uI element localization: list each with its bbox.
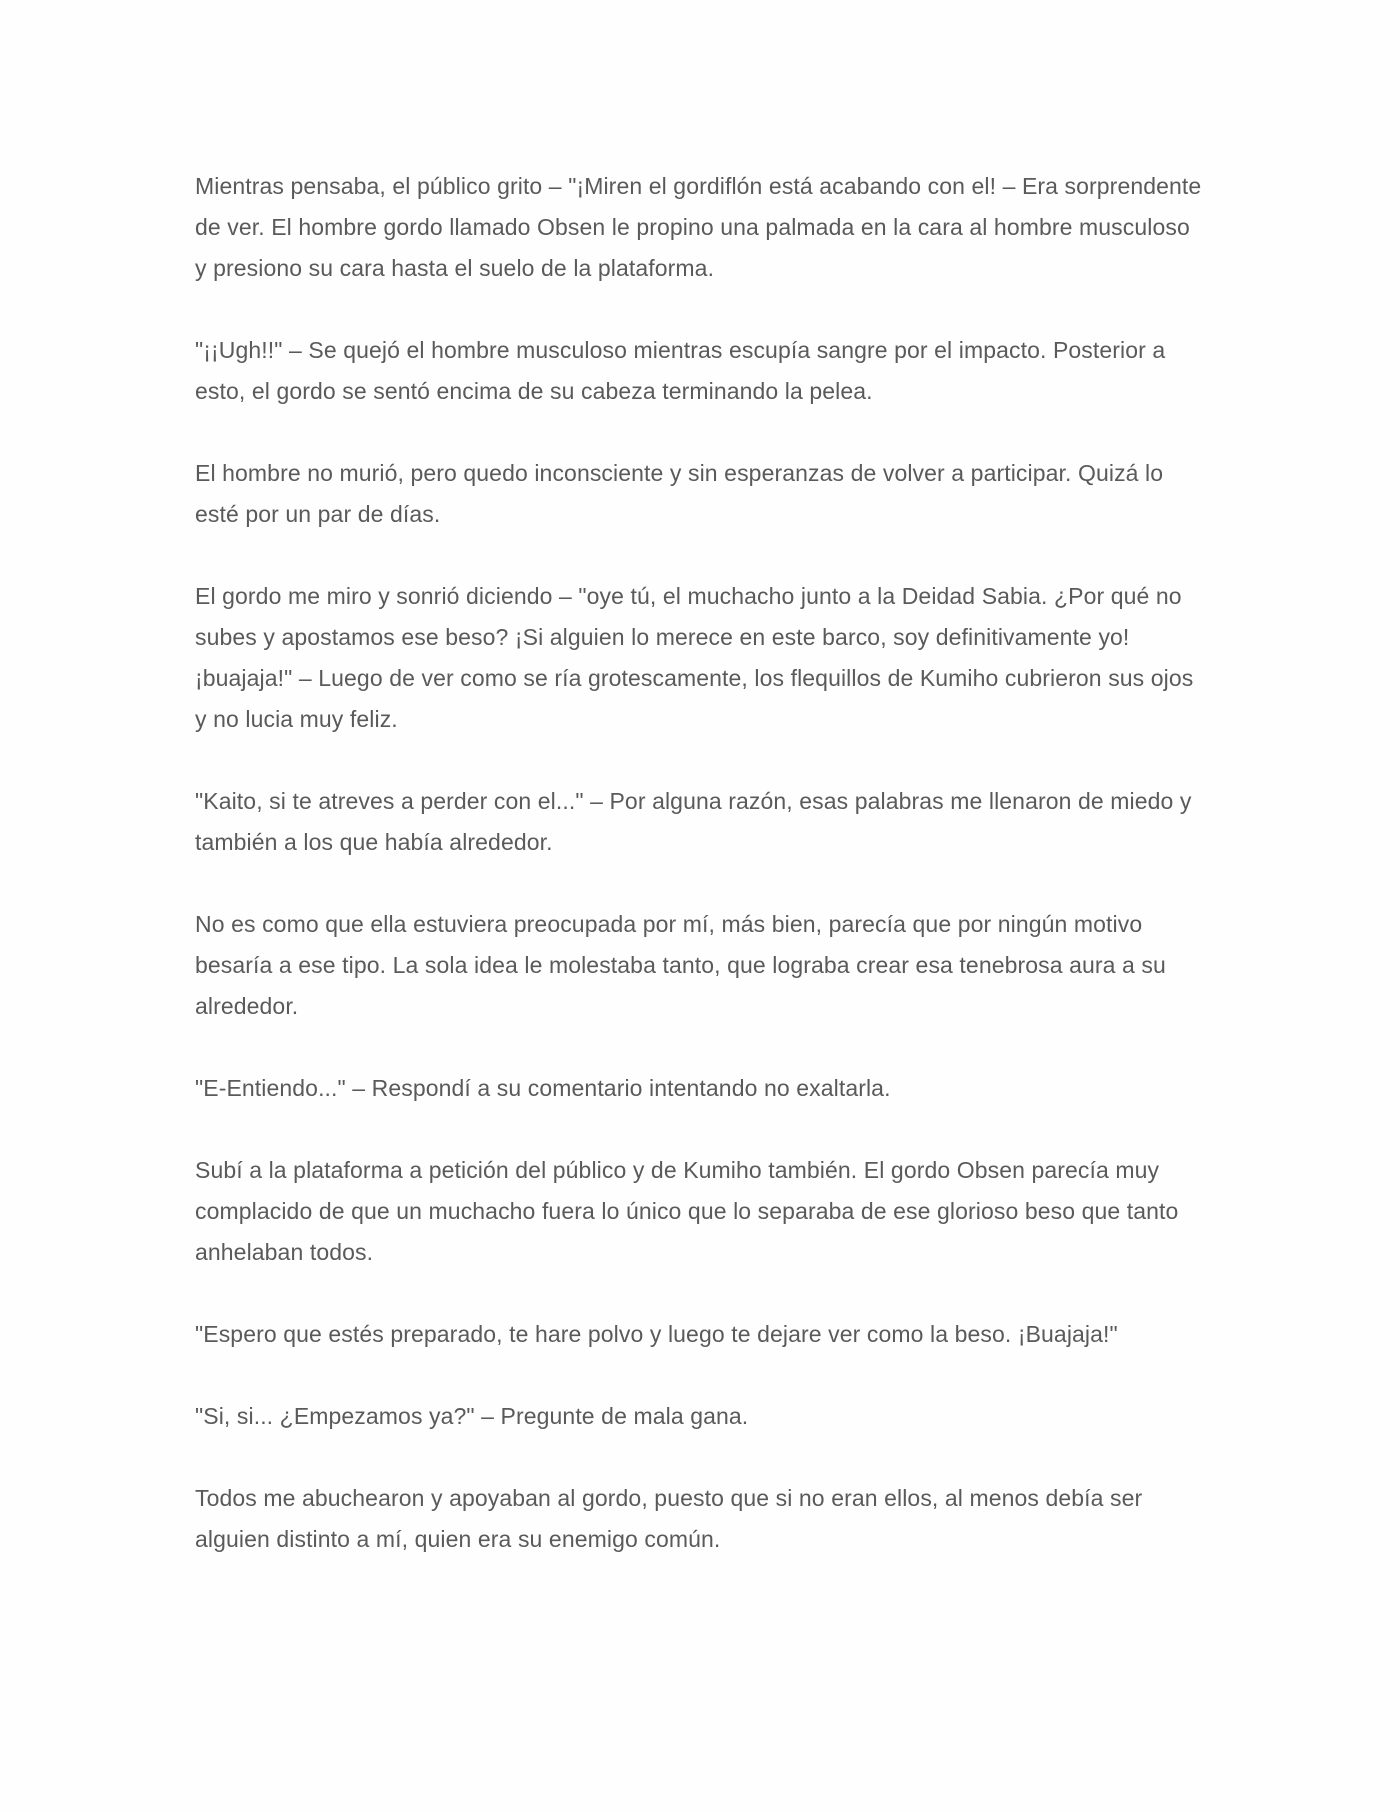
paragraph-1: Mientras pensaba, el público grito – "¡Miren el gordiflón está acabando con el! – Era sorprendente de ver. El hombre gordo llamado Obsen le propino una palmada en la cara al hombre musculoso y presiono su cara hasta el suelo de la plataforma. xyxy=(195,173,1202,281)
paragraph-8: Subí a la plataforma a petición del público y de Kumiho también. El gordo Obsen parecía muy complacido de que un muchacho fuera lo único que lo separaba de ese glorioso beso que tanto anhelaban todos. xyxy=(195,1157,1179,1265)
document-body xyxy=(195,166,1205,1601)
paragraph-10: "Si, si... ¿Empezamos ya?" – Pregunte de mala gana. xyxy=(195,1403,749,1429)
paragraph-3: El hombre no murió, pero quedo inconsciente y sin esperanzas de volver a participar. Quizá lo esté por un par de días. xyxy=(195,460,1164,527)
paragraph-7: "E-Entiendo..." – Respondí a su comentario intentando no exaltarla. xyxy=(195,1075,891,1101)
paragraph-11: Todos me abuchearon y apoyaban al gordo, puesto que si no eran ellos, al menos debía ser alguien distinto a mí, quien era su enemigo común. xyxy=(195,1485,1143,1552)
paragraph-5: "Kaito, si te atreves a perder con el..." – Por alguna razón, esas palabras me llenaron de miedo y también a los que había alrededor. xyxy=(195,788,1192,855)
paragraph-9: "Espero que estés preparado, te hare polvo y luego te dejare ver como la beso. ¡Buajaja!" xyxy=(195,1321,1118,1347)
paragraph-4: El gordo me miro y sonrió diciendo – "oye tú, el muchacho junto a la Deidad Sabia. ¿Por qué no subes y apostamos ese beso? ¡Si alguien lo merece en este barco, soy definitivamente yo! ¡buajaja!" – Luego de ver como se ría grotescamente, los flequillos de Kumiho cubrieron sus ojos y no lucia muy feliz. xyxy=(195,583,1194,732)
paragraph-6: No es como que ella estuviera preocupada por mí, más bien, parecía que por ningún motivo besaría a ese tipo. La sola idea le molestaba tanto, que lograba crear esa tenebrosa aura a su alrededor. xyxy=(195,911,1166,1019)
paragraph-2: "¡¡Ugh!!" – Se quejó el hombre musculoso mientras escupía sangre por el impacto. Posterior a esto, el gordo se sentó encima de su cabeza terminando la pelea. xyxy=(195,337,1166,404)
